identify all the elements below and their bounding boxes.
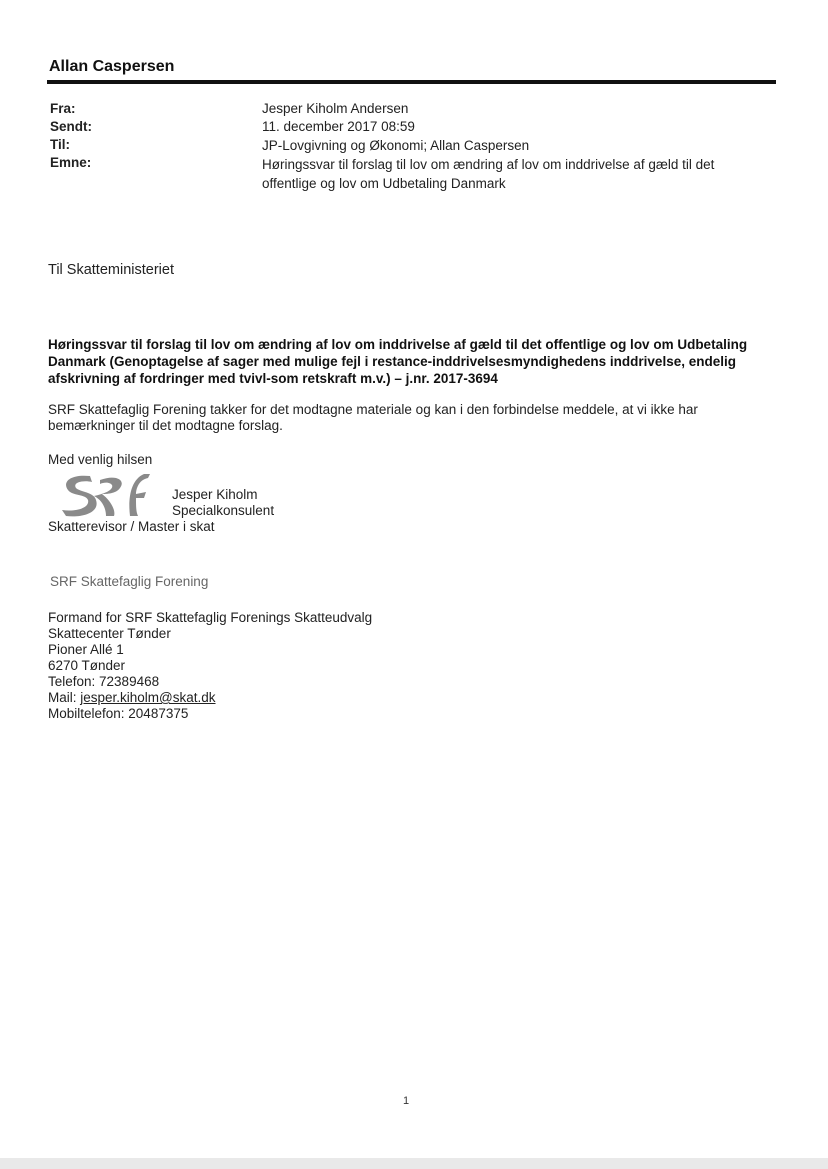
mail-link[interactable]: jesper.kiholm@skat.dk — [80, 690, 216, 705]
from-value: Jesper Kiholm Andersen — [262, 101, 409, 116]
header-rule — [47, 80, 776, 84]
sent-label: Sendt: — [50, 119, 92, 134]
subject-label: Emne: — [50, 155, 92, 170]
scan-edge — [0, 1158, 828, 1169]
page-number: 1 — [403, 1095, 410, 1107]
organization-name: SRF Skattefaglig Forening — [50, 574, 209, 589]
sent-value: 11. december 2017 08:59 — [262, 119, 415, 134]
contact-city: 6270 Tønder — [48, 658, 126, 673]
contact-office: Skattecenter Tønder — [48, 626, 171, 641]
srf-logo — [60, 470, 152, 518]
letter-subject: Høringssvar til forslag til lov om ændring af lov om inddrivelse af gæld til det offentlige og lov om Udbetaling Danmark (Genoptagelse af sager med mulige fejl i restance-inddrivelsesmyndighedens inddrivelse, endelig afskrivning af fordringer med tvivl-som retskraft m.v.) – j.nr. 2017-3694 — [48, 337, 748, 386]
recipient-line: Til Skatteministeriet — [48, 262, 174, 278]
signature-name: Jesper Kiholm — [172, 487, 258, 502]
mailbox-owner: Allan Caspersen — [49, 58, 175, 75]
contact-mobile: Mobiltelefon: 20487375 — [48, 706, 189, 721]
contact-mail-line — [48, 690, 216, 705]
to-value: JP-Lovgivning og Økonomi; Allan Caspersen — [262, 138, 530, 153]
contact-phone: Telefon: 72389468 — [48, 674, 160, 689]
mail-label: Mail: — [48, 690, 81, 705]
from-label: Fra: — [50, 101, 76, 116]
to-label: Til: — [50, 137, 70, 152]
signature-title: Skatterevisor / Master i skat — [48, 519, 215, 534]
letter-paragraph: SRF Skattefaglig Forening takker for det modtagne materiale og kan i den forbindelse meddele, at vi ikke har bemærkninger til det modtagne forslag. — [48, 402, 698, 433]
contact-role: Formand for SRF Skattefaglig Forenings Skatteudvalg — [48, 610, 373, 625]
contact-street: Pioner Allé 1 — [48, 642, 124, 657]
signature-position: Specialkonsulent — [172, 503, 275, 518]
subject-value: Høringssvar til forslag til lov om ændring af lov om inddrivelse af gæld til det offentlige og lov om Udbetaling Danmark — [262, 157, 715, 191]
closing-line: Med venlig hilsen — [48, 452, 153, 467]
